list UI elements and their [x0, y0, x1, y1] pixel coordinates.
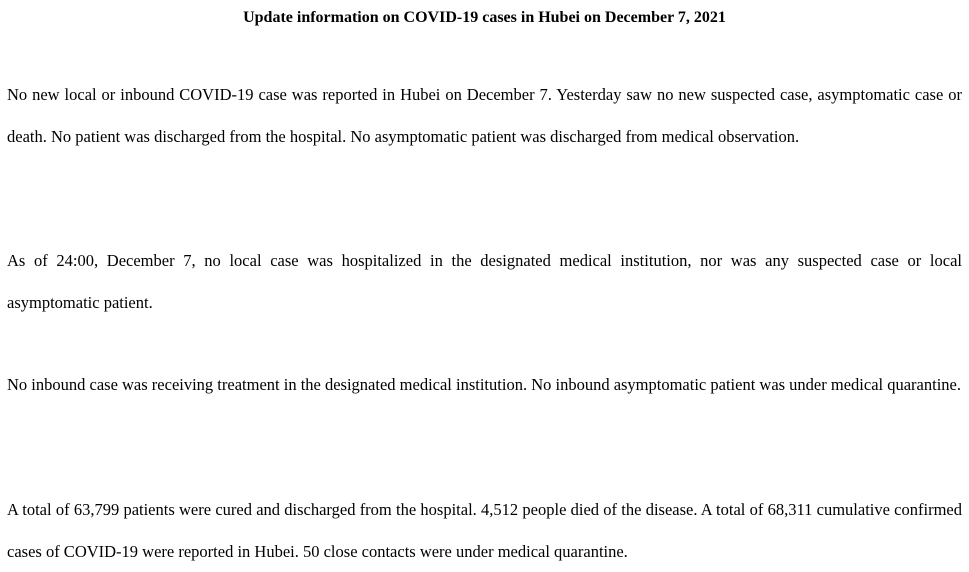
paragraph-new-cases: No new local or inbound COVID-19 case was reported in Hubei on December 7. Yesterday saw no new suspected case, asymptomatic case or death. No patient was discharged from the hospital. No asymptomatic patient was discharged from medical observation.: [7, 85, 962, 146]
paragraph-cumulative-totals: A total of 63,799 patients were cured and discharged from the hospital. 4,512 people died of the disease. A total of 68,311 cumulative confirmed cases of COVID-19 were reported in Hubei. 50 close contacts were under medical quarantine.: [7, 500, 962, 561]
paragraph-inbound-status: No inbound case was receiving treatment in the designated medical institution. No inbound asymptomatic patient was under medical quarantine.: [7, 375, 961, 394]
paragraph-local-status: As of 24:00, December 7, no local case was hospitalized in the designated medical institution, nor was any suspected case or local asymptomatic patient.: [7, 251, 962, 312]
document-title: Update information on COVID-19 cases in Hubei on December 7, 2021: [243, 9, 726, 26]
